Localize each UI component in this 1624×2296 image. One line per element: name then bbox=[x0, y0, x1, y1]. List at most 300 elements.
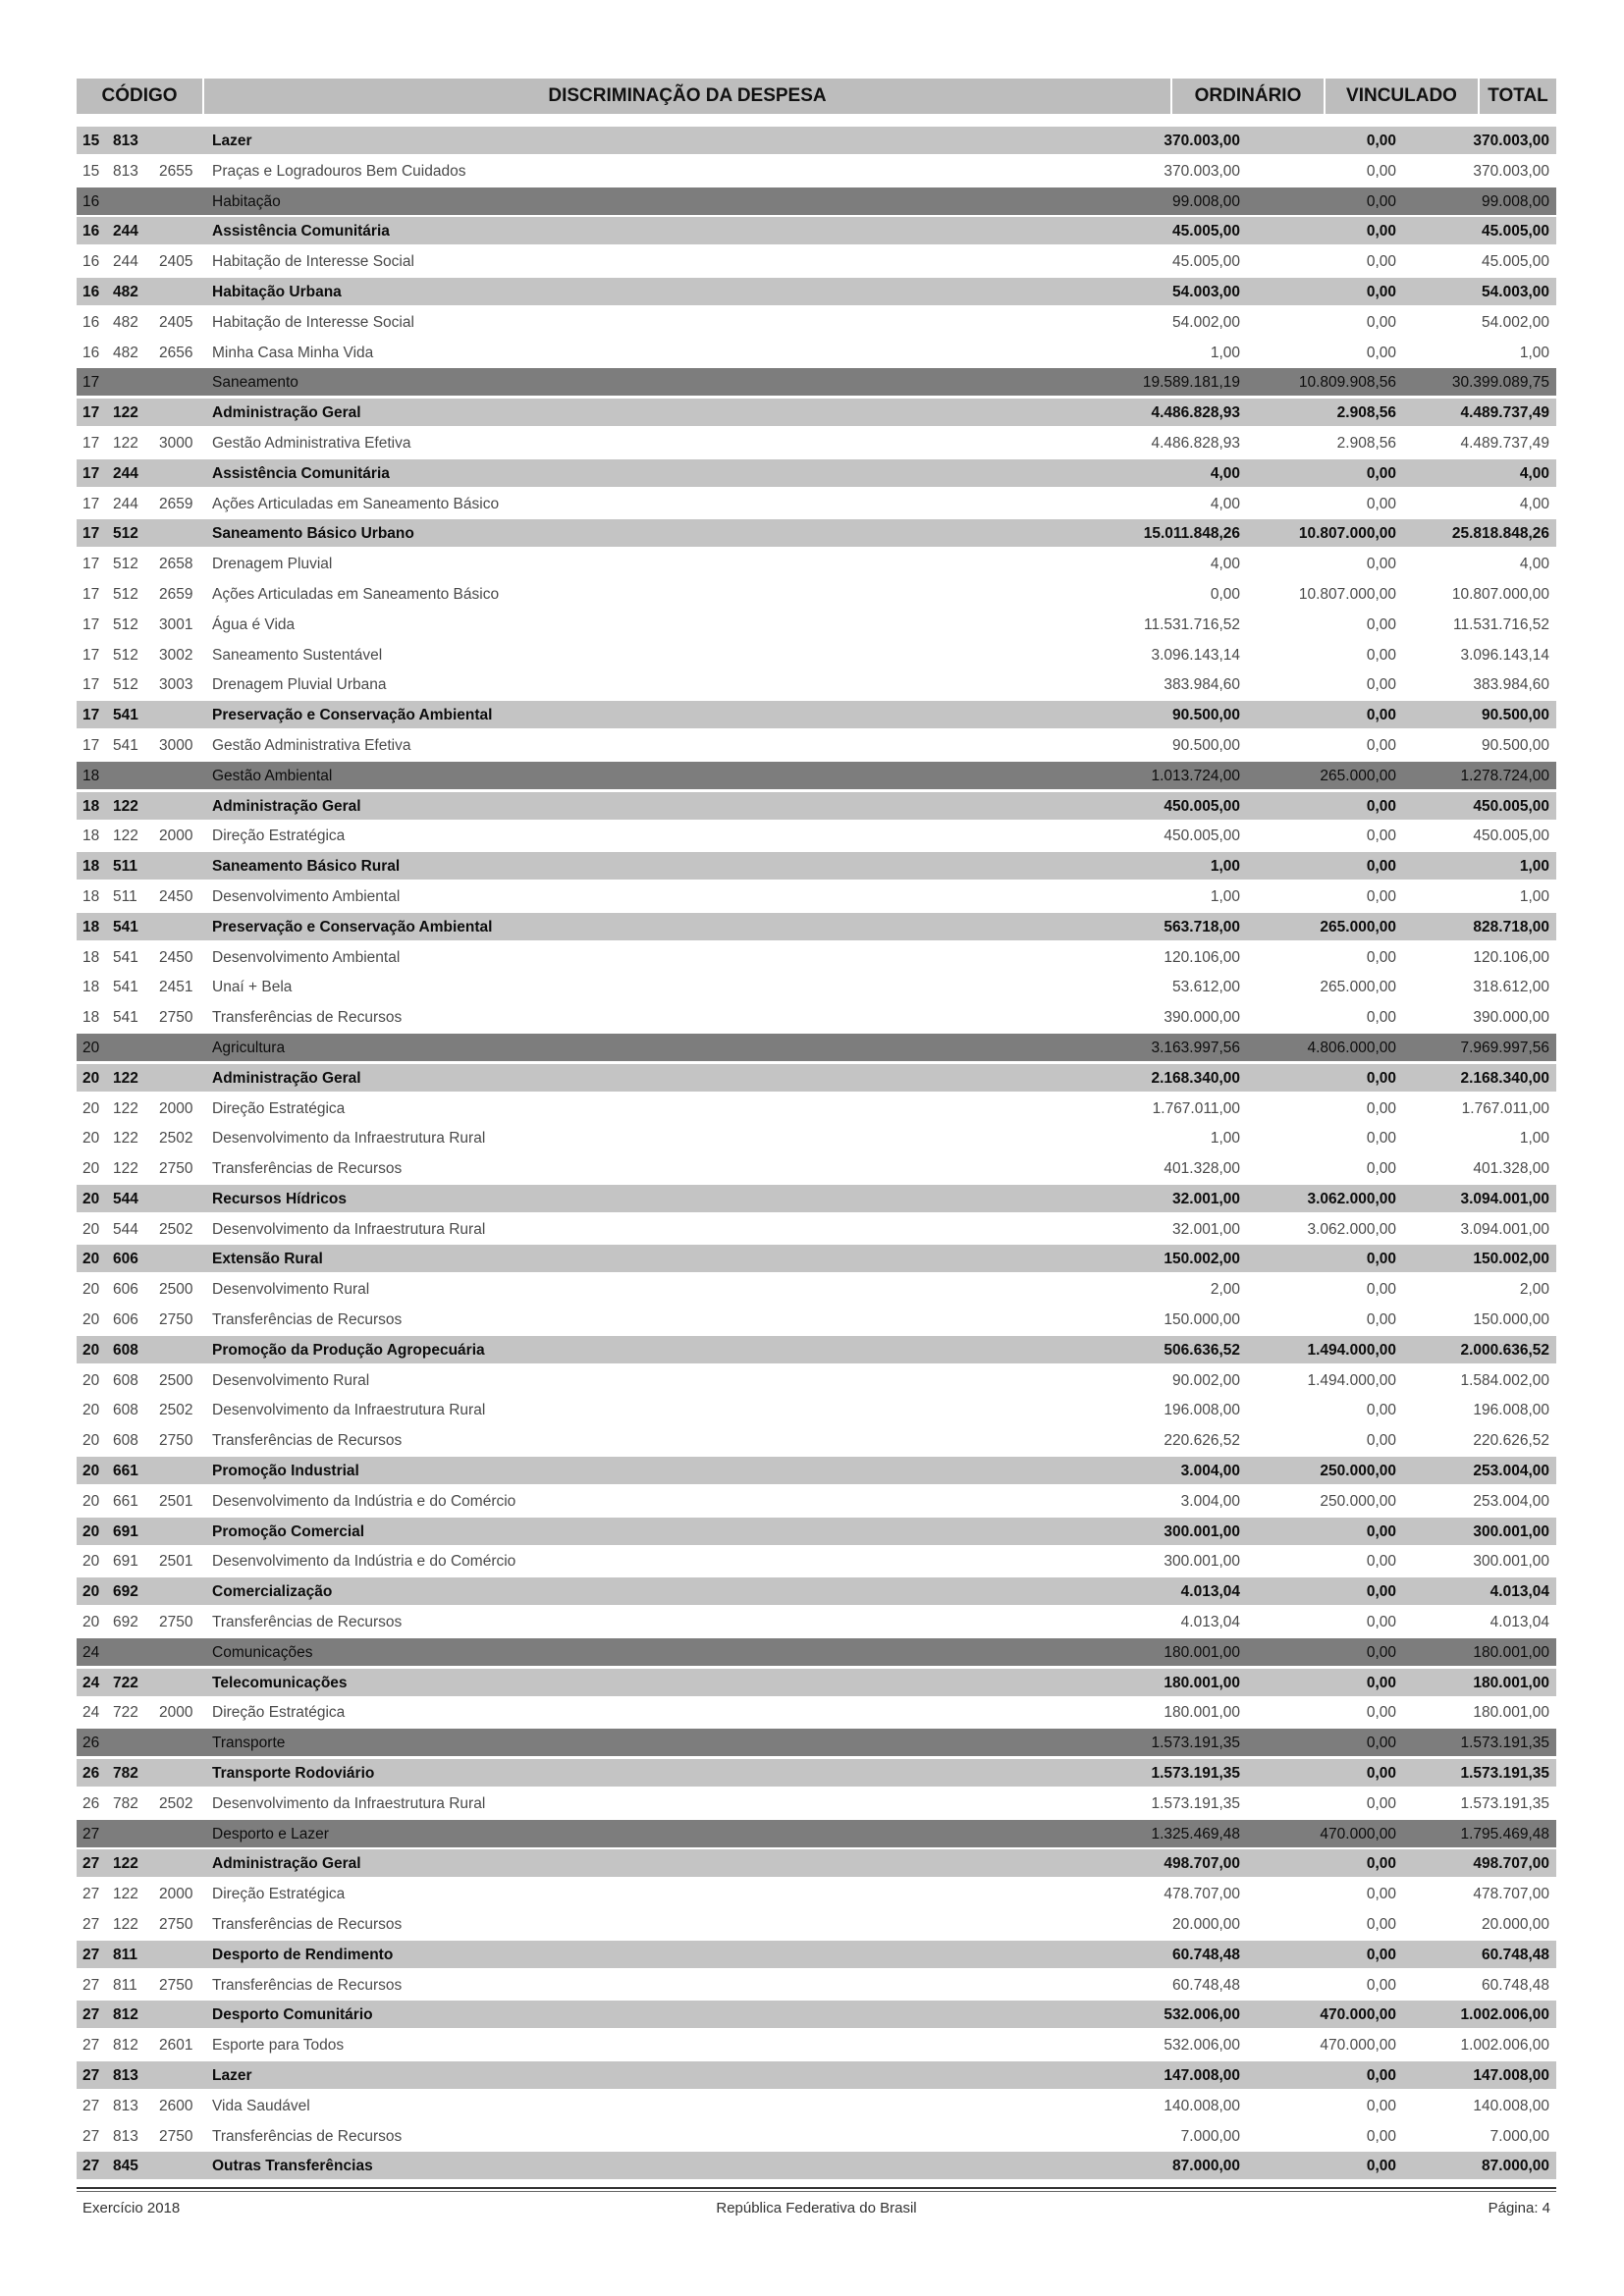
codigo-programa: 2750 bbox=[159, 1160, 193, 1178]
valor-total: 3.096.143,14 bbox=[1460, 646, 1549, 664]
codigo-funcao: 17 bbox=[82, 615, 100, 633]
codigo-funcao: 17 bbox=[82, 404, 100, 422]
descricao: Telecomunicações bbox=[212, 1674, 348, 1691]
valor-total: 828.718,00 bbox=[1473, 918, 1549, 935]
codigo-programa: 2658 bbox=[159, 556, 193, 573]
valor-ordinario: 1.013.724,00 bbox=[1151, 767, 1240, 784]
descricao: Comunicações bbox=[212, 1643, 313, 1661]
codigo-programa: 2501 bbox=[159, 1492, 193, 1510]
valor-total: 10.807.000,00 bbox=[1451, 585, 1549, 603]
descricao: Esporte para Todos bbox=[212, 2037, 345, 2055]
valor-ordinario: 1,00 bbox=[1210, 344, 1240, 361]
valor-ordinario: 32.001,00 bbox=[1172, 1190, 1240, 1207]
descricao: Assistência Comunitária bbox=[212, 464, 390, 482]
valor-total: 1,00 bbox=[1519, 858, 1549, 876]
valor-ordinario: 45.005,00 bbox=[1172, 253, 1240, 271]
descricao: Agricultura bbox=[212, 1039, 286, 1056]
valor-ordinario: 532.006,00 bbox=[1164, 2037, 1240, 2055]
codigo-programa: 3001 bbox=[159, 615, 193, 633]
valor-ordinario: 99.008,00 bbox=[1172, 192, 1240, 210]
valor-ordinario: 19.589.181,19 bbox=[1142, 374, 1240, 392]
valor-total: 1.278.724,00 bbox=[1460, 767, 1549, 784]
program-row bbox=[77, 1215, 1556, 1243]
program-row bbox=[77, 1698, 1556, 1726]
valor-total: 450.005,00 bbox=[1473, 797, 1549, 815]
valor-total: 45.005,00 bbox=[1482, 253, 1549, 271]
codigo-subfuncao: 606 bbox=[113, 1251, 138, 1268]
valor-vinculado: 0,00 bbox=[1366, 162, 1396, 180]
valor-ordinario: 383.984,60 bbox=[1164, 676, 1240, 694]
valor-total: 60.748,48 bbox=[1482, 1946, 1549, 1963]
footer-exercise-year: Exercício 2018 bbox=[82, 2200, 181, 2216]
valor-total: 390.000,00 bbox=[1473, 1009, 1549, 1027]
descricao: Unaí + Bela bbox=[212, 979, 293, 996]
valor-total: 4.489.737,49 bbox=[1460, 434, 1549, 452]
valor-ordinario: 1.325.469,48 bbox=[1151, 1825, 1240, 1842]
codigo-programa: 2750 bbox=[159, 1311, 193, 1329]
codigo-subfuncao: 812 bbox=[113, 2006, 138, 2024]
valor-vinculado: 0,00 bbox=[1366, 1583, 1396, 1601]
descricao: Água é Vida bbox=[212, 615, 296, 633]
codigo-funcao: 17 bbox=[82, 556, 100, 573]
valor-ordinario: 54.003,00 bbox=[1172, 283, 1240, 300]
codigo-subfuncao: 511 bbox=[113, 858, 138, 876]
valor-vinculado: 250.000,00 bbox=[1320, 1492, 1396, 1510]
valor-total: 90.500,00 bbox=[1482, 736, 1549, 754]
valor-total: 370.003,00 bbox=[1473, 133, 1549, 149]
valor-vinculado: 0,00 bbox=[1366, 1311, 1396, 1329]
codigo-subfuncao: 812 bbox=[113, 2037, 138, 2055]
valor-vinculado: 2.908,56 bbox=[1336, 434, 1396, 452]
valor-total: 180.001,00 bbox=[1473, 1704, 1549, 1722]
function-row bbox=[77, 1729, 1556, 1756]
program-row bbox=[77, 1003, 1556, 1031]
codigo-programa: 2000 bbox=[159, 828, 193, 845]
program-row bbox=[77, 1971, 1556, 1999]
valor-ordinario: 54.002,00 bbox=[1172, 313, 1240, 331]
function-row bbox=[77, 368, 1556, 396]
codigo-funcao: 20 bbox=[82, 1341, 100, 1359]
descricao: Lazer bbox=[212, 133, 252, 149]
codigo-funcao: 20 bbox=[82, 1553, 100, 1571]
program-row bbox=[77, 1487, 1556, 1515]
codigo-programa: 2000 bbox=[159, 1099, 193, 1117]
descricao: Preservação e Conservação Ambiental bbox=[212, 707, 493, 724]
valor-ordinario: 60.748,48 bbox=[1172, 1976, 1240, 1994]
valor-vinculado: 0,00 bbox=[1366, 344, 1396, 361]
codigo-funcao: 20 bbox=[82, 1492, 100, 1510]
descricao: Minha Casa Minha Vida bbox=[212, 344, 374, 361]
valor-vinculado: 0,00 bbox=[1366, 1614, 1396, 1631]
valor-vinculado: 0,00 bbox=[1366, 646, 1396, 664]
function-row bbox=[77, 1638, 1556, 1666]
descricao: Comercialização bbox=[212, 1583, 333, 1601]
program-row bbox=[77, 822, 1556, 849]
valor-total: 3.094.001,00 bbox=[1460, 1190, 1549, 1207]
valor-vinculado: 3.062.000,00 bbox=[1307, 1220, 1396, 1238]
valor-vinculado: 0,00 bbox=[1366, 495, 1396, 512]
function-row bbox=[77, 1034, 1556, 1061]
codigo-funcao: 27 bbox=[82, 2127, 100, 2145]
codigo-subfuncao: 122 bbox=[113, 1099, 138, 1117]
descricao: Assistência Comunitária bbox=[212, 223, 390, 240]
codigo-funcao: 18 bbox=[82, 828, 100, 845]
valor-vinculado: 0,00 bbox=[1366, 1643, 1396, 1661]
codigo-funcao: 20 bbox=[82, 1463, 100, 1480]
descricao: Desenvolvimento Rural bbox=[212, 1371, 370, 1389]
descricao: Habitação bbox=[212, 192, 281, 210]
valor-vinculado: 0,00 bbox=[1366, 1009, 1396, 1027]
program-row bbox=[77, 1154, 1556, 1182]
valor-ordinario: 1.573.191,35 bbox=[1151, 1735, 1240, 1752]
codigo-programa: 2502 bbox=[159, 1130, 193, 1148]
valor-vinculado: 0,00 bbox=[1366, 1553, 1396, 1571]
valor-total: 1,00 bbox=[1519, 344, 1549, 361]
valor-total: 99.008,00 bbox=[1482, 192, 1549, 210]
descricao: Vida Saudável bbox=[212, 2097, 310, 2114]
valor-total: 383.984,60 bbox=[1473, 676, 1549, 694]
valor-ordinario: 150.000,00 bbox=[1164, 1311, 1240, 1329]
valor-total: 4.013,04 bbox=[1489, 1583, 1549, 1601]
codigo-funcao: 20 bbox=[82, 1251, 100, 1268]
codigo-subfuncao: 606 bbox=[113, 1281, 138, 1299]
valor-vinculado: 10.809.908,56 bbox=[1298, 374, 1396, 392]
codigo-subfuncao: 813 bbox=[113, 162, 138, 180]
valor-ordinario: 450.005,00 bbox=[1164, 797, 1240, 815]
subfunction-row bbox=[77, 792, 1556, 820]
codigo-subfuncao: 244 bbox=[113, 223, 138, 240]
header-vinculado: VINCULADO bbox=[1346, 85, 1457, 106]
valor-total: 7.000,00 bbox=[1489, 2127, 1549, 2145]
codigo-programa: 2405 bbox=[159, 313, 193, 331]
codigo-subfuncao: 813 bbox=[113, 133, 138, 149]
valor-total: 180.001,00 bbox=[1473, 1674, 1549, 1691]
footer-rule-thin bbox=[77, 2191, 1556, 2192]
subfunction-row bbox=[77, 1185, 1556, 1212]
codigo-subfuncao: 813 bbox=[113, 2097, 138, 2114]
subfunction-row bbox=[77, 1577, 1556, 1605]
program-row bbox=[77, 1306, 1556, 1333]
descricao: Habitação de Interesse Social bbox=[212, 313, 414, 331]
valor-ordinario: 32.001,00 bbox=[1172, 1220, 1240, 1238]
valor-vinculado: 265.000,00 bbox=[1320, 979, 1396, 996]
program-row bbox=[77, 1124, 1556, 1151]
descricao: Direção Estratégica bbox=[212, 1704, 346, 1722]
codigo-funcao: 18 bbox=[82, 1009, 100, 1027]
valor-total: 7.969.997,56 bbox=[1460, 1039, 1549, 1056]
valor-vinculado: 4.806.000,00 bbox=[1307, 1039, 1396, 1056]
codigo-subfuncao: 122 bbox=[113, 1069, 138, 1087]
valor-total: 2.168.340,00 bbox=[1460, 1069, 1549, 1087]
valor-total: 140.008,00 bbox=[1473, 2097, 1549, 2114]
subfunction-row bbox=[77, 1336, 1556, 1363]
descricao: Desenvolvimento Ambiental bbox=[212, 887, 401, 905]
valor-total: 30.399.089,75 bbox=[1451, 374, 1549, 392]
codigo-funcao: 18 bbox=[82, 767, 100, 784]
descricao: Desenvolvimento Rural bbox=[212, 1281, 370, 1299]
valor-total: 253.004,00 bbox=[1473, 1492, 1549, 1510]
valor-ordinario: 300.001,00 bbox=[1164, 1522, 1240, 1540]
codigo-funcao: 27 bbox=[82, 1855, 100, 1873]
codigo-subfuncao: 244 bbox=[113, 253, 138, 271]
valor-vinculado: 250.000,00 bbox=[1320, 1463, 1396, 1480]
descricao: Preservação e Conservação Ambiental bbox=[212, 918, 493, 935]
descricao: Desenvolvimento Ambiental bbox=[212, 948, 401, 966]
valor-total: 180.001,00 bbox=[1473, 1643, 1549, 1661]
codigo-subfuncao: 482 bbox=[113, 344, 138, 361]
codigo-subfuncao: 512 bbox=[113, 676, 138, 694]
header-ordinario: ORDINÁRIO bbox=[1194, 85, 1302, 106]
codigo-subfuncao: 608 bbox=[113, 1341, 138, 1359]
valor-vinculado: 0,00 bbox=[1366, 2158, 1396, 2175]
valor-ordinario: 90.500,00 bbox=[1172, 707, 1240, 724]
valor-ordinario: 450.005,00 bbox=[1164, 828, 1240, 845]
descricao: Ações Articuladas em Saneamento Básico bbox=[212, 495, 500, 512]
codigo-funcao: 16 bbox=[82, 192, 100, 210]
descricao: Transferências de Recursos bbox=[212, 1976, 403, 1994]
codigo-programa: 3000 bbox=[159, 434, 193, 452]
codigo-subfuncao: 244 bbox=[113, 495, 138, 512]
program-row bbox=[77, 339, 1556, 366]
codigo-funcao: 20 bbox=[82, 1402, 100, 1419]
codigo-programa: 2750 bbox=[159, 1916, 193, 1934]
subfunction-row bbox=[77, 913, 1556, 940]
codigo-funcao: 18 bbox=[82, 979, 100, 996]
codigo-subfuncao: 122 bbox=[113, 797, 138, 815]
valor-vinculado: 1.494.000,00 bbox=[1307, 1341, 1396, 1359]
program-row bbox=[77, 308, 1556, 336]
valor-total: 1.767.011,00 bbox=[1461, 1099, 1549, 1117]
codigo-subfuncao: 544 bbox=[113, 1190, 138, 1207]
valor-vinculado: 0,00 bbox=[1366, 858, 1396, 876]
valor-ordinario: 45.005,00 bbox=[1172, 223, 1240, 240]
descricao: Direção Estratégica bbox=[212, 1099, 346, 1117]
valor-vinculado: 0,00 bbox=[1366, 948, 1396, 966]
valor-total: 90.500,00 bbox=[1482, 707, 1549, 724]
valor-ordinario: 0,00 bbox=[1210, 585, 1240, 603]
codigo-funcao: 27 bbox=[82, 1825, 100, 1842]
codigo-programa: 2750 bbox=[159, 1614, 193, 1631]
function-row bbox=[77, 1820, 1556, 1847]
codigo-subfuncao: 782 bbox=[113, 1765, 138, 1783]
valor-vinculado: 0,00 bbox=[1366, 615, 1396, 633]
codigo-funcao: 17 bbox=[82, 374, 100, 392]
codigo-funcao: 20 bbox=[82, 1614, 100, 1631]
valor-total: 1.573.191,35 bbox=[1460, 1794, 1549, 1812]
valor-total: 4.489.737,49 bbox=[1460, 404, 1549, 422]
descricao: Gestão Administrativa Efetiva bbox=[212, 434, 411, 452]
descricao: Saneamento Básico Rural bbox=[212, 858, 401, 876]
codigo-programa: 2750 bbox=[159, 1432, 193, 1450]
program-row bbox=[77, 429, 1556, 456]
valor-ordinario: 1.573.191,35 bbox=[1151, 1765, 1240, 1783]
valor-ordinario: 120.106,00 bbox=[1164, 948, 1240, 966]
valor-vinculado: 0,00 bbox=[1366, 887, 1396, 905]
descricao: Drenagem Pluvial Urbana bbox=[212, 676, 387, 694]
codigo-programa: 3003 bbox=[159, 676, 193, 694]
valor-ordinario: 532.006,00 bbox=[1164, 2006, 1240, 2024]
valor-total: 45.005,00 bbox=[1482, 223, 1549, 240]
codigo-funcao: 20 bbox=[82, 1281, 100, 1299]
valor-vinculado: 470.000,00 bbox=[1320, 2006, 1396, 2024]
codigo-subfuncao: 122 bbox=[113, 1160, 138, 1178]
codigo-subfuncao: 122 bbox=[113, 828, 138, 845]
program-row bbox=[77, 2031, 1556, 2058]
valor-vinculado: 0,00 bbox=[1366, 676, 1396, 694]
codigo-funcao: 27 bbox=[82, 2097, 100, 2114]
codigo-subfuncao: 512 bbox=[113, 615, 138, 633]
valor-ordinario: 563.718,00 bbox=[1164, 918, 1240, 935]
codigo-funcao: 17 bbox=[82, 676, 100, 694]
valor-vinculado: 0,00 bbox=[1366, 2097, 1396, 2114]
codigo-subfuncao: 811 bbox=[113, 1976, 137, 1994]
valor-ordinario: 140.008,00 bbox=[1164, 2097, 1240, 2114]
subfunction-row bbox=[77, 459, 1556, 487]
codigo-funcao: 20 bbox=[82, 1190, 100, 1207]
codigo-subfuncao: 122 bbox=[113, 1916, 138, 1934]
codigo-funcao: 16 bbox=[82, 253, 100, 271]
descricao: Outras Transferências bbox=[212, 2158, 373, 2175]
codigo-funcao: 27 bbox=[82, 1976, 100, 1994]
codigo-funcao: 17 bbox=[82, 736, 100, 754]
codigo-subfuncao: 541 bbox=[113, 948, 138, 966]
valor-ordinario: 180.001,00 bbox=[1164, 1704, 1240, 1722]
codigo-subfuncao: 606 bbox=[113, 1311, 138, 1329]
valor-vinculado: 0,00 bbox=[1366, 1765, 1396, 1783]
codigo-subfuncao: 608 bbox=[113, 1371, 138, 1389]
valor-ordinario: 370.003,00 bbox=[1164, 133, 1240, 149]
valor-vinculado: 0,00 bbox=[1366, 1130, 1396, 1148]
codigo-subfuncao: 845 bbox=[113, 2158, 138, 2175]
codigo-funcao: 27 bbox=[82, 1916, 100, 1934]
codigo-programa: 2502 bbox=[159, 1220, 193, 1238]
valor-total: 220.626,52 bbox=[1473, 1432, 1549, 1450]
descricao: Gestão Ambiental bbox=[212, 767, 333, 784]
descricao: Recursos Hídricos bbox=[212, 1190, 347, 1207]
valor-vinculado: 0,00 bbox=[1366, 1735, 1396, 1752]
valor-ordinario: 90.500,00 bbox=[1172, 736, 1240, 754]
valor-total: 87.000,00 bbox=[1482, 2158, 1549, 2175]
valor-total: 1.002.006,00 bbox=[1460, 2006, 1549, 2024]
valor-vinculado: 0,00 bbox=[1366, 253, 1396, 271]
codigo-programa: 2750 bbox=[159, 1009, 193, 1027]
codigo-subfuncao: 692 bbox=[113, 1614, 138, 1631]
valor-vinculado: 0,00 bbox=[1366, 1916, 1396, 1934]
descricao: Promoção Comercial bbox=[212, 1522, 365, 1540]
codigo-funcao: 24 bbox=[82, 1643, 100, 1661]
header-codigo: CÓDIGO bbox=[101, 85, 178, 106]
valor-ordinario: 90.002,00 bbox=[1172, 1371, 1240, 1389]
program-row bbox=[77, 1789, 1556, 1817]
descricao: Ações Articuladas em Saneamento Básico bbox=[212, 585, 500, 603]
codigo-subfuncao: 608 bbox=[113, 1402, 138, 1419]
program-row bbox=[77, 490, 1556, 517]
expense-table-body bbox=[77, 127, 1556, 2182]
descricao: Desenvolvimento da Indústria e do Comércio bbox=[212, 1553, 516, 1571]
valor-ordinario: 180.001,00 bbox=[1164, 1674, 1240, 1691]
codigo-funcao: 26 bbox=[82, 1735, 100, 1752]
valor-total: 4,00 bbox=[1519, 556, 1549, 573]
codigo-funcao: 27 bbox=[82, 2158, 100, 2175]
footer-country: República Federativa do Brasil bbox=[716, 2200, 917, 2216]
descricao: Lazer bbox=[212, 2067, 252, 2084]
codigo-subfuncao: 691 bbox=[113, 1553, 138, 1571]
valor-total: 370.003,00 bbox=[1473, 162, 1549, 180]
codigo-programa: 2659 bbox=[159, 495, 193, 512]
codigo-subfuncao: 692 bbox=[113, 1583, 138, 1601]
descricao: Transferências de Recursos bbox=[212, 1160, 403, 1178]
codigo-programa: 2500 bbox=[159, 1371, 193, 1389]
codigo-funcao: 16 bbox=[82, 283, 100, 300]
subfunction-row bbox=[77, 1245, 1556, 1272]
descricao: Desenvolvimento da Infraestrutura Rural bbox=[212, 1402, 486, 1419]
codigo-funcao: 24 bbox=[82, 1704, 100, 1722]
codigo-programa: 2655 bbox=[159, 162, 193, 180]
valor-vinculado: 0,00 bbox=[1366, 1674, 1396, 1691]
valor-vinculado: 0,00 bbox=[1366, 556, 1396, 573]
valor-vinculado: 0,00 bbox=[1366, 1704, 1396, 1722]
valor-vinculado: 0,00 bbox=[1366, 464, 1396, 482]
program-row bbox=[77, 1396, 1556, 1423]
program-row bbox=[77, 882, 1556, 910]
valor-total: 20.000,00 bbox=[1482, 1916, 1549, 1934]
valor-ordinario: 1,00 bbox=[1210, 887, 1240, 905]
subfunction-row bbox=[77, 852, 1556, 880]
valor-vinculado: 0,00 bbox=[1366, 828, 1396, 845]
valor-total: 1.573.191,35 bbox=[1460, 1735, 1549, 1752]
descricao: Transporte bbox=[212, 1735, 286, 1752]
valor-ordinario: 220.626,52 bbox=[1164, 1432, 1240, 1450]
program-row bbox=[77, 1426, 1556, 1454]
descricao: Desenvolvimento da Infraestrutura Rural bbox=[212, 1794, 486, 1812]
valor-vinculado: 1.494.000,00 bbox=[1307, 1371, 1396, 1389]
codigo-programa: 2501 bbox=[159, 1553, 193, 1571]
valor-ordinario: 498.707,00 bbox=[1164, 1855, 1240, 1873]
valor-vinculado: 0,00 bbox=[1366, 223, 1396, 240]
program-row bbox=[77, 1275, 1556, 1303]
valor-total: 1,00 bbox=[1519, 887, 1549, 905]
subfunction-row bbox=[77, 519, 1556, 547]
subfunction-row bbox=[77, 701, 1556, 728]
descricao: Drenagem Pluvial bbox=[212, 556, 333, 573]
program-row bbox=[77, 1608, 1556, 1635]
codigo-subfuncao: 482 bbox=[113, 283, 138, 300]
codigo-funcao: 17 bbox=[82, 707, 100, 724]
valor-total: 478.707,00 bbox=[1473, 1886, 1549, 1903]
valor-total: 54.002,00 bbox=[1482, 313, 1549, 331]
program-row bbox=[77, 943, 1556, 971]
codigo-funcao: 20 bbox=[82, 1160, 100, 1178]
program-row bbox=[77, 2122, 1556, 2150]
codigo-subfuncao: 544 bbox=[113, 1220, 138, 1238]
codigo-funcao: 27 bbox=[82, 2037, 100, 2055]
valor-ordinario: 11.531.716,52 bbox=[1144, 615, 1240, 633]
codigo-funcao: 20 bbox=[82, 1039, 100, 1056]
codigo-funcao: 17 bbox=[82, 646, 100, 664]
valor-total: 300.001,00 bbox=[1473, 1553, 1549, 1571]
program-row bbox=[77, 247, 1556, 275]
codigo-subfuncao: 122 bbox=[113, 1886, 138, 1903]
codigo-programa: 3002 bbox=[159, 646, 193, 664]
valor-ordinario: 3.004,00 bbox=[1180, 1492, 1240, 1510]
program-row bbox=[77, 1366, 1556, 1394]
codigo-funcao: 17 bbox=[82, 495, 100, 512]
descricao: Direção Estratégica bbox=[212, 1886, 346, 1903]
valor-vinculado: 0,00 bbox=[1366, 797, 1396, 815]
descricao: Gestão Administrativa Efetiva bbox=[212, 736, 411, 754]
valor-vinculado: 265.000,00 bbox=[1320, 918, 1396, 935]
codigo-funcao: 26 bbox=[82, 1794, 100, 1812]
